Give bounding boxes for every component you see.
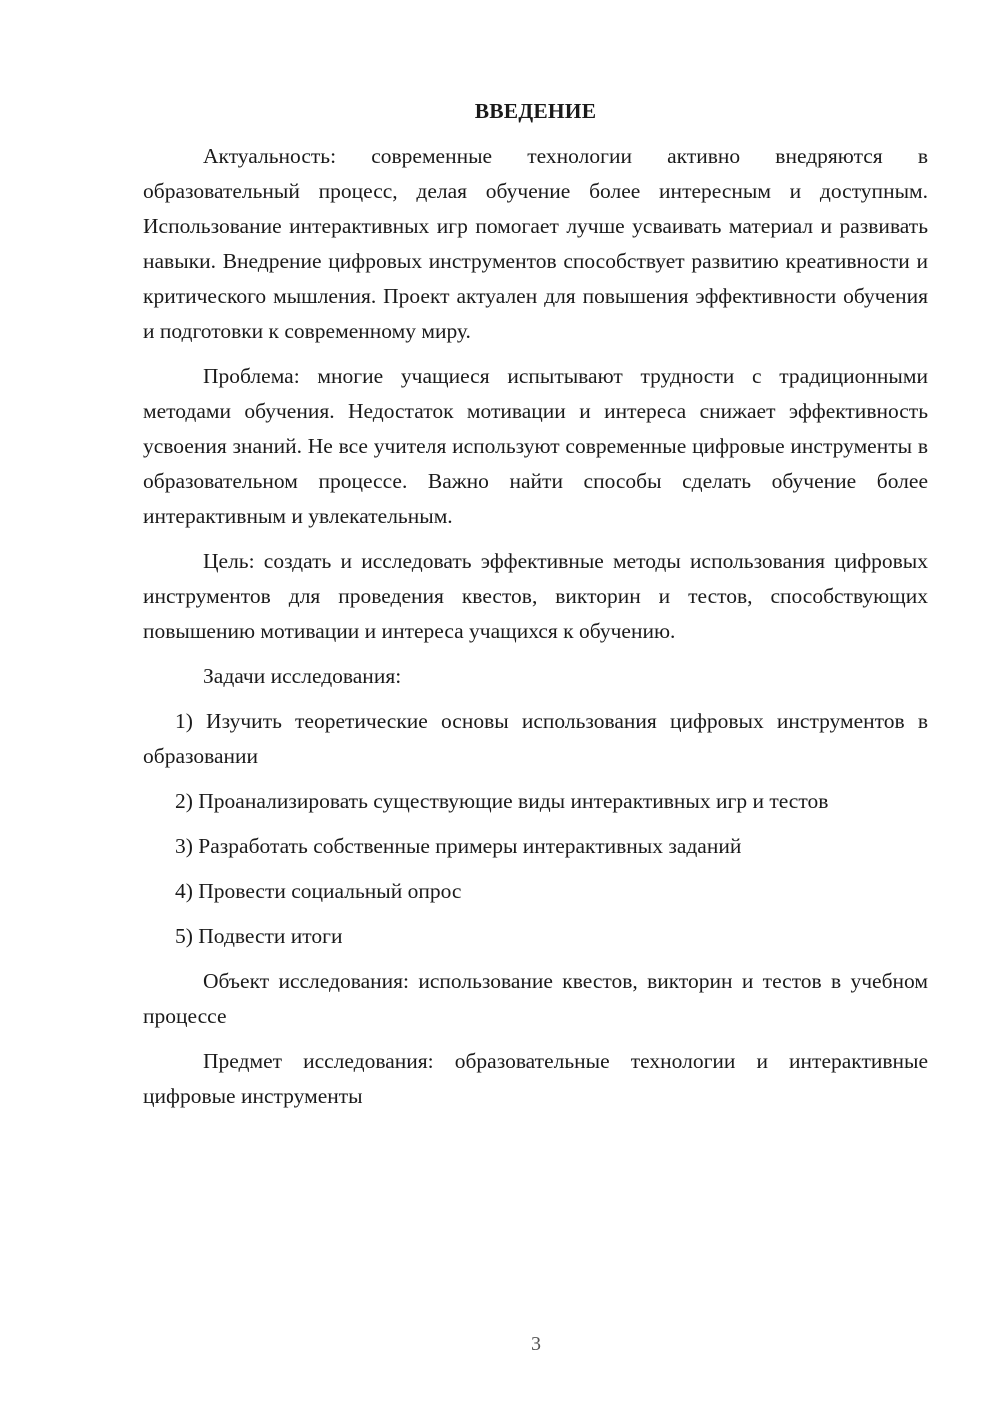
paragraph-object: Объект исследования: использование квестов, викторин и тестов в учебном процессе — [143, 969, 928, 1028]
paragraph-subject: Предмет исследования: образовательные технологии и интерактивные цифровые инструменты — [143, 1049, 928, 1108]
document-page — [143, 96, 928, 1124]
task-item-5: 5) Подвести итоги — [175, 924, 343, 948]
paragraph-problem: Проблема: многие учащиеся испытывают трудности с традиционными методами обучения. Недостаток мотивации и интереса снижает эффективность усвоения знаний. Не все учителя используют современные цифровые инструменты в образовательном процессе. Важно найти способы сделать обучение более интерактивным и увлекательным. — [143, 364, 928, 528]
task-item-1: 1) Изучить теоретические основы использования цифровых инструментов в образовании — [143, 709, 928, 768]
tasks-title: Задачи исследования: — [203, 664, 402, 688]
task-item-2: 2) Проанализировать существующие виды интерактивных игр и тестов — [175, 789, 829, 813]
task-item-3: 3) Разработать собственные примеры интерактивных заданий — [175, 834, 742, 858]
task-item-4: 4) Провести социальный опрос — [175, 879, 462, 903]
page-title: ВВЕДЕНИЕ — [474, 99, 597, 123]
page-number: 3 — [531, 1333, 541, 1355]
paragraph-actuality: Актуальность: современные технологии активно внедряются в образовательный процесс, делая обучение более интересным и доступным. Использование интерактивных игр помогает лучше усваивать материал и развивать навыки. Внедрение цифровых инструментов способствует развитию креативности и критического мышления. Проект актуален для повышения эффективности обучения и подготовки к современному миру. — [143, 144, 928, 343]
paragraph-goal: Цель: создать и исследовать эффективные методы использования цифровых инструментов для проведения квестов, викторин и тестов, способствующих повышению мотивации и интереса учащихся к обучению. — [143, 549, 928, 643]
